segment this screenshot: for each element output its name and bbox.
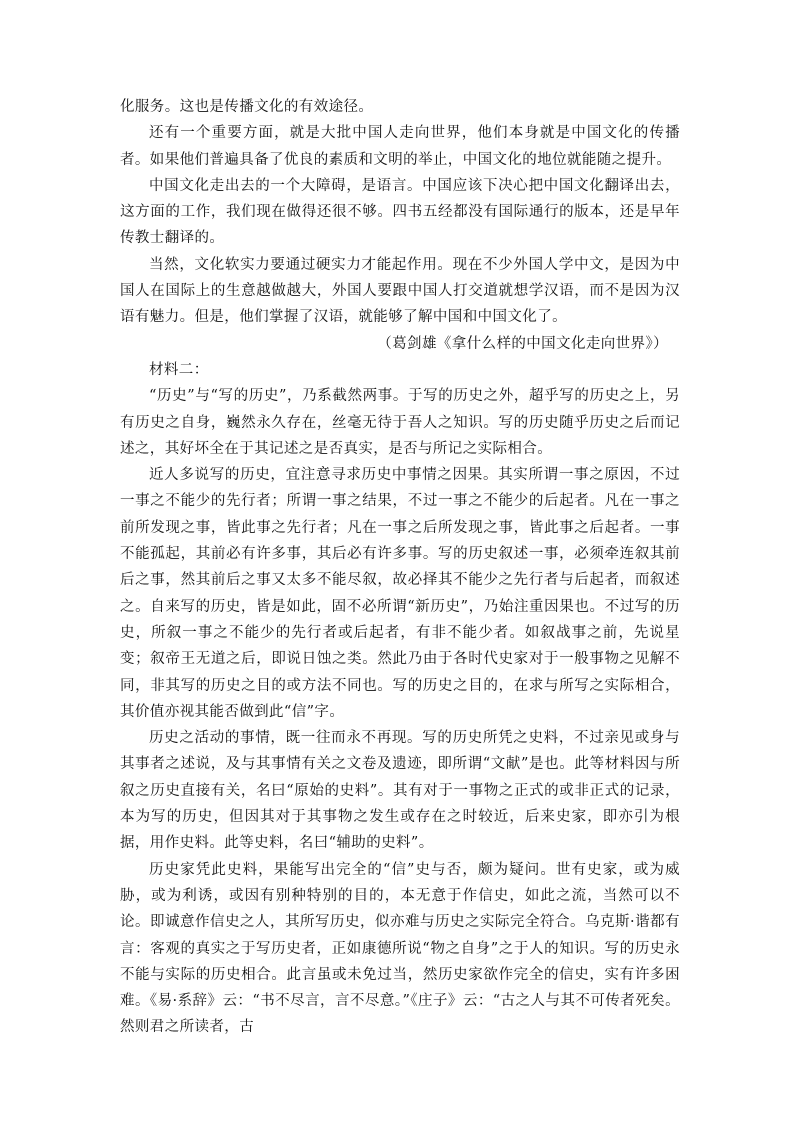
material-heading: 材料二： xyxy=(149,361,209,378)
paragraph: 还有一个重要方面，就是大批中国人走向世界，他们本身就是中国文化的传播者。如果他们普遍具备了优良的素质和文明的举止，中国文化的地位就能随之提升。 xyxy=(120,125,680,168)
paragraph: 中国文化走出去的一个大障碍，是语言。中国应该下决心把中国文化翻译出去，这方面的工作，我们现在做得还很不够。四书五经都没有国际通行的版本，还是早年传教士翻译的。 xyxy=(120,177,680,247)
source-citation: （葛剑雄《拿什么样的中国文化走向世界》） xyxy=(377,335,668,352)
paragraph: 近人多说写的历史，宜注意寻求历史中事情之因果。其实所谓一事之原因，不过一事之不能少的先行者；所谓一事之结果，不过一事之不能少的后起者。凡在一事之前所发现之事，皆此事之先行者；凡在一事之后所发现之事，皆此事之后起者。一事不能孤起，其前必有许多事，其后必有许多事。写的历史叙述一事，必须牵连叙其前后之事，然其前后之事又太多不能尽叙，故必择其不能少之先行者与后起者，而叙述之。自来写的历史，皆是如此，固不必所谓“新历史”，乃始注重因果也。不过写的历史，所叙一事之不能少的先行者或后起者，有非不能少者。如叙战事之前，先说星变；叙帝王无道之后，即说日蚀之类。然此乃由于各时代史家对于一般事物之见解不同，非其写的历史之目的或方法不同也。写的历史之目的，在求与所写之实际相合，其价值亦视其能否做到此“信”字。 xyxy=(120,467,680,720)
paragraph: 历史家凭此史料，果能写出完全的“信”史与否，颇为疑问。世有史家，或为威胁，或为利诱，或因有别种特别的目的，本无意于作信史，如此之流，当然可以不论。即诚意作信史之人，其所写历史，似亦难与历史之实际完全符合。乌克斯·谐都有言：客观的真实之于写历史者，正如康德所说“物之自身”之于人的知识。写的历史永不能与实际的历史相合。此言虽或未免过当，然历史家欲作完全的信史，实有许多困难。《易·系辞》云：“书不尽言，言不尽意。”《庄子》云：“古之人与其不可传者死矣。然则君之所读者，古 xyxy=(120,861,680,1036)
paragraph: 化服务。这也是传播文化的有效途径。 xyxy=(120,99,374,115)
paragraph: “历史”与“写的历史”，乃系截然两事。于写的历史之外，超乎写的历史之上，另有历史之自身，巍然永久存在，丝毫无待于吾人之知识。写的历史随乎历史之后而记述之，其好坏全在于其记述之是否真实，是否与所记之实际相合。 xyxy=(120,388,680,457)
paragraph: 当然，文化软实力要通过硬实力才能起作用。现在不少外国人学中文，是因为中国人在国际上的生意越做越大，外国人要跟中国人打交道就想学汉语，而不是因为汉语有魅力。但是，他们掌握了汉语，就能够了解中国和中国文化了。 xyxy=(120,256,680,326)
document-page xyxy=(120,94,680,1041)
paragraph: 历史之活动的事情，既一往而永不再现。写的历史所凭之史料，不过亲见或身与其事者之述说，及与其事情有关之文卷及遗迹，即所谓“文献”是也。此等材料因与所叙之历史直接有关，名曰“原始的史料”。其有对于一事物之正式的或非正式的记录，本为写的历史，但因其对于其事物之发生或存在之时较近，后来史家，即亦引为根据，用作史料。此等史料，名曰“辅助的史料”。 xyxy=(120,730,680,852)
